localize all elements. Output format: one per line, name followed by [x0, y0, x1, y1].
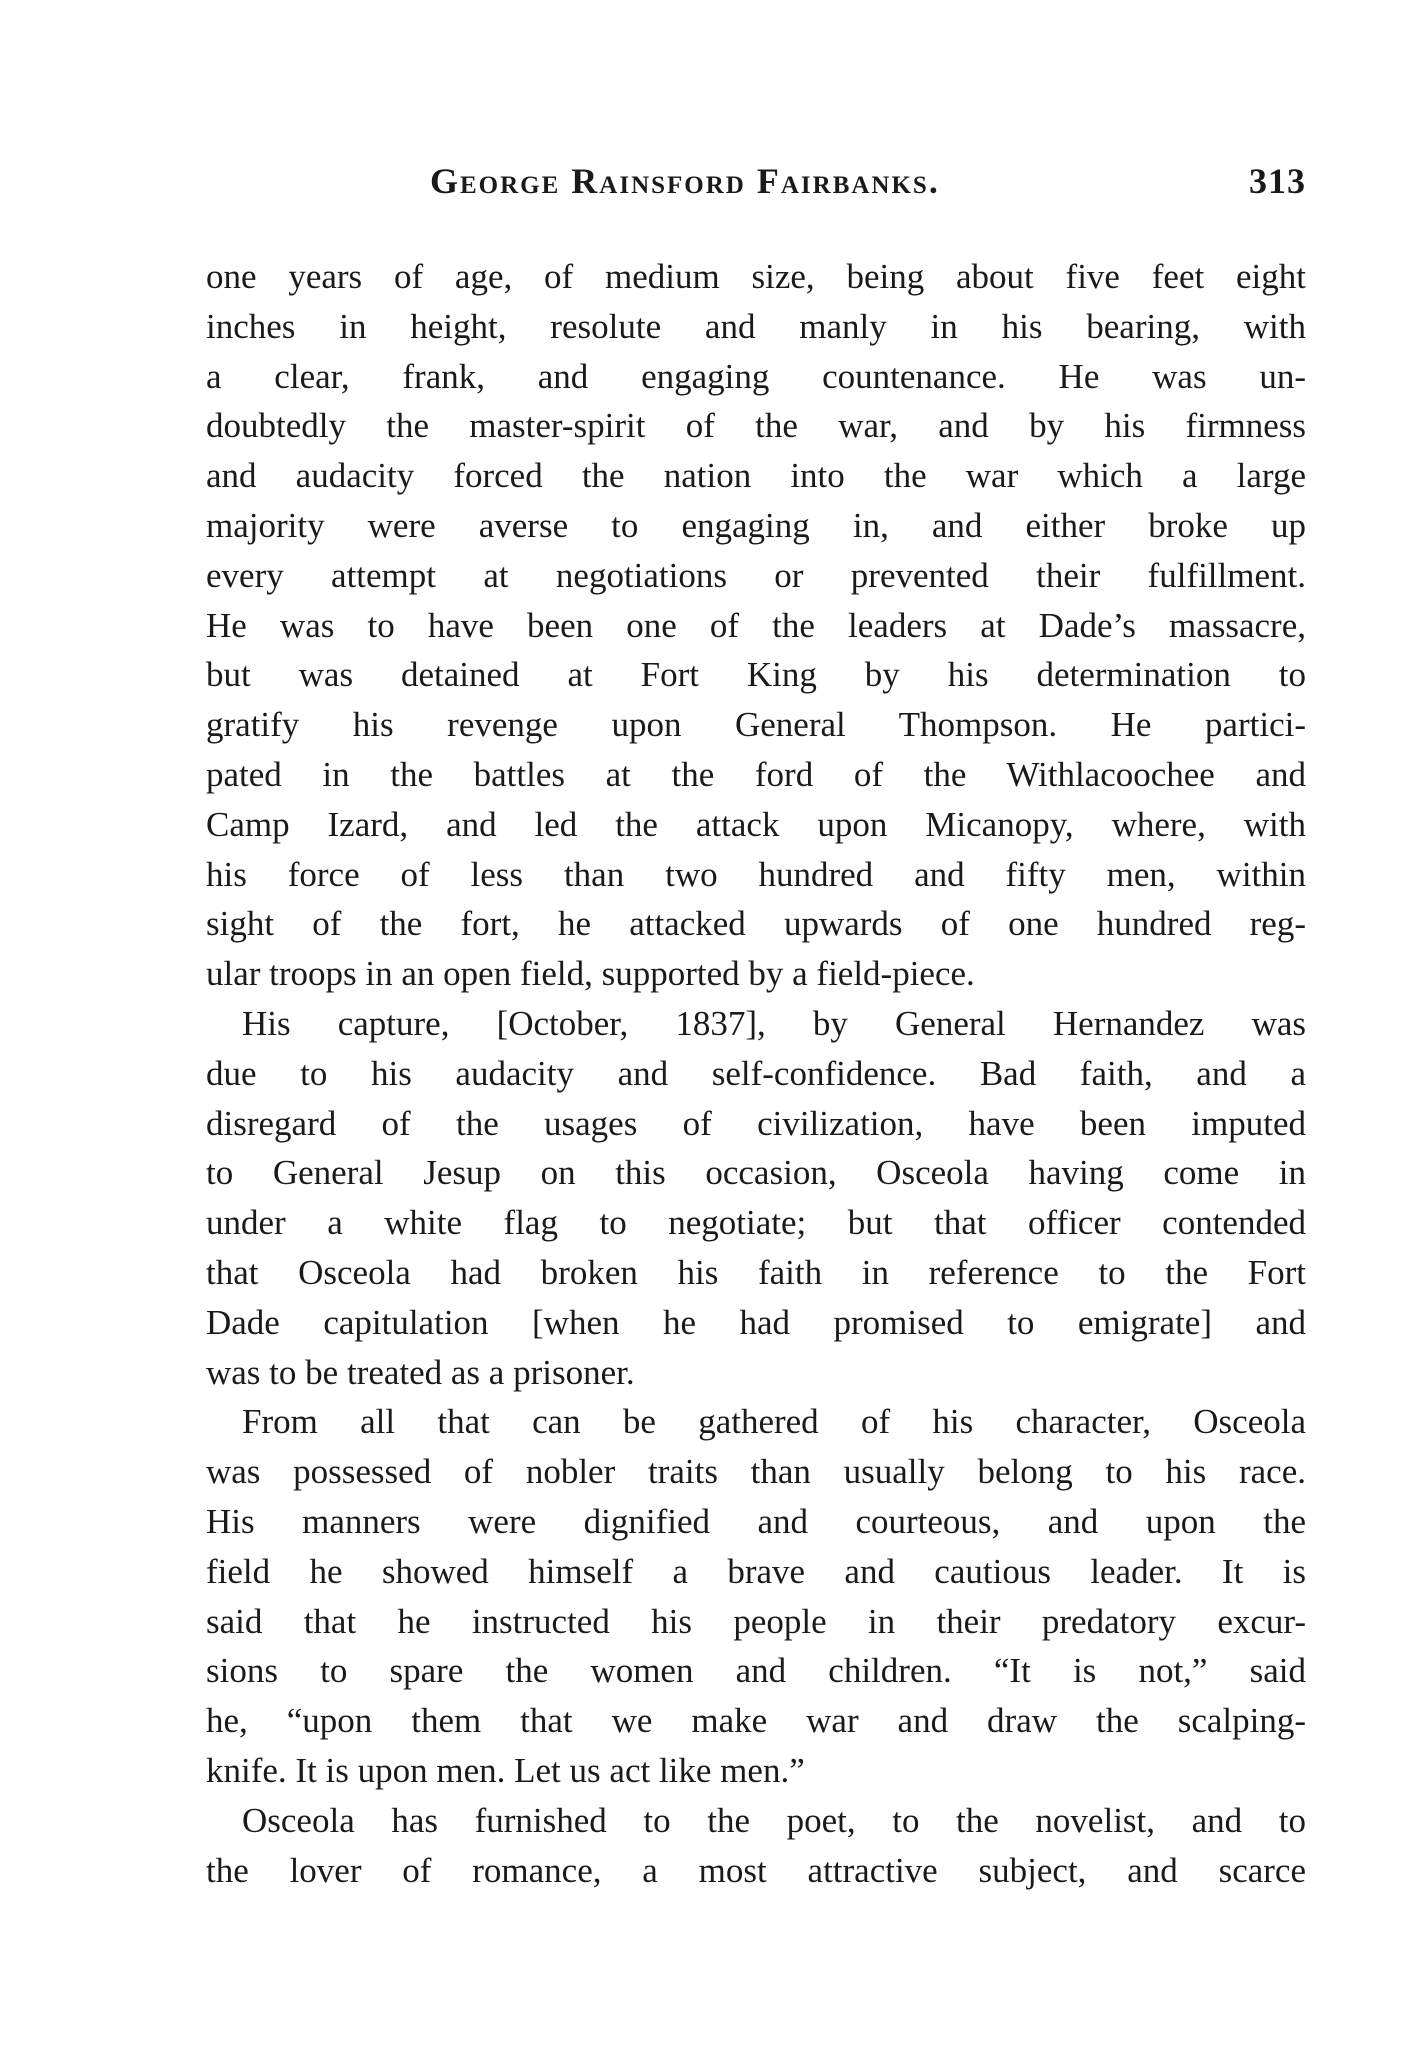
text-line: He was to have been one of the leaders at Dade’s massacre, — [206, 605, 1306, 645]
paragraph — [206, 1397, 1306, 1795]
text-line: gratify his revenge upon General Thompson. He partici- — [206, 705, 1306, 745]
text-line: that Osceola had broken his faith in reference to the Fort — [206, 1252, 1306, 1292]
text-line: due to his audacity and self-confidence. Bad faith, and a — [206, 1053, 1306, 1093]
text-line: sight of the fort, he attacked upwards of one hundred reg- — [206, 904, 1306, 944]
page-number: 313 — [1249, 161, 1306, 201]
text-line: inches in height, resolute and manly in his bearing, with — [206, 306, 1306, 346]
body-text — [206, 252, 1306, 1895]
text-line: doubtedly the master-spirit of the war, and by his firmness — [206, 406, 1306, 446]
text-line: was to be treated as a prisoner. — [206, 1352, 635, 1392]
text-line: Camp Izard, and led the attack upon Micanopy, where, with — [206, 804, 1306, 844]
paragraph — [206, 1796, 1306, 1896]
running-title: George Rainsford Fairbanks. — [430, 161, 940, 201]
text-line: ular troops in an open field, supported by a field-piece. — [206, 954, 975, 994]
text-line: pated in the battles at the ford of the Withlacoochee and — [206, 754, 1306, 794]
text-line: His capture, [October, 1837], by General Hernandez was — [242, 1003, 1306, 1043]
paragraph — [206, 252, 1306, 999]
text-line: said that he instructed his people in their predatory excur- — [206, 1601, 1306, 1641]
running-head — [206, 160, 1306, 220]
text-line: every attempt at negotiations or prevented their fulfillment. — [206, 555, 1306, 595]
text-line: sions to spare the women and children. “It is not,” said — [206, 1651, 1306, 1691]
text-line: field he showed himself a brave and cautious leader. It is — [206, 1551, 1306, 1591]
text-line: was possessed of nobler traits than usually belong to his race. — [206, 1452, 1306, 1492]
text-line: Dade capitulation [when he had promised to emigrate] and — [206, 1302, 1306, 1342]
text-line: Osceola has furnished to the poet, to the novelist, and to — [242, 1800, 1306, 1840]
text-line: From all that can be gathered of his character, Osceola — [242, 1402, 1306, 1442]
text-line: under a white flag to negotiate; but that officer contended — [206, 1203, 1306, 1243]
text-line: His manners were dignified and courteous, and upon the — [206, 1501, 1306, 1541]
text-line: majority were averse to engaging in, and either broke up — [206, 505, 1306, 545]
paragraph — [206, 999, 1306, 1397]
text-line: but was detained at Fort King by his determination to — [206, 655, 1306, 695]
text-line: the lover of romance, a most attractive subject, and scarce — [206, 1850, 1306, 1890]
text-line: he, “upon them that we make war and draw the scalping- — [206, 1701, 1306, 1741]
text-line: knife. It is upon men. Let us act like men.” — [206, 1750, 805, 1790]
text-line: one years of age, of medium size, being about five feet eight — [206, 257, 1306, 296]
text-line: a clear, frank, and engaging countenance. He was un- — [206, 356, 1306, 396]
text-line: disregard of the usages of civilization, have been imputed — [206, 1103, 1306, 1143]
text-line: and audacity forced the nation into the war which a large — [206, 456, 1306, 496]
text-line: to General Jesup on this occasion, Osceola having come in — [206, 1153, 1306, 1193]
text-line: his force of less than two hundred and fifty men, within — [206, 854, 1306, 894]
